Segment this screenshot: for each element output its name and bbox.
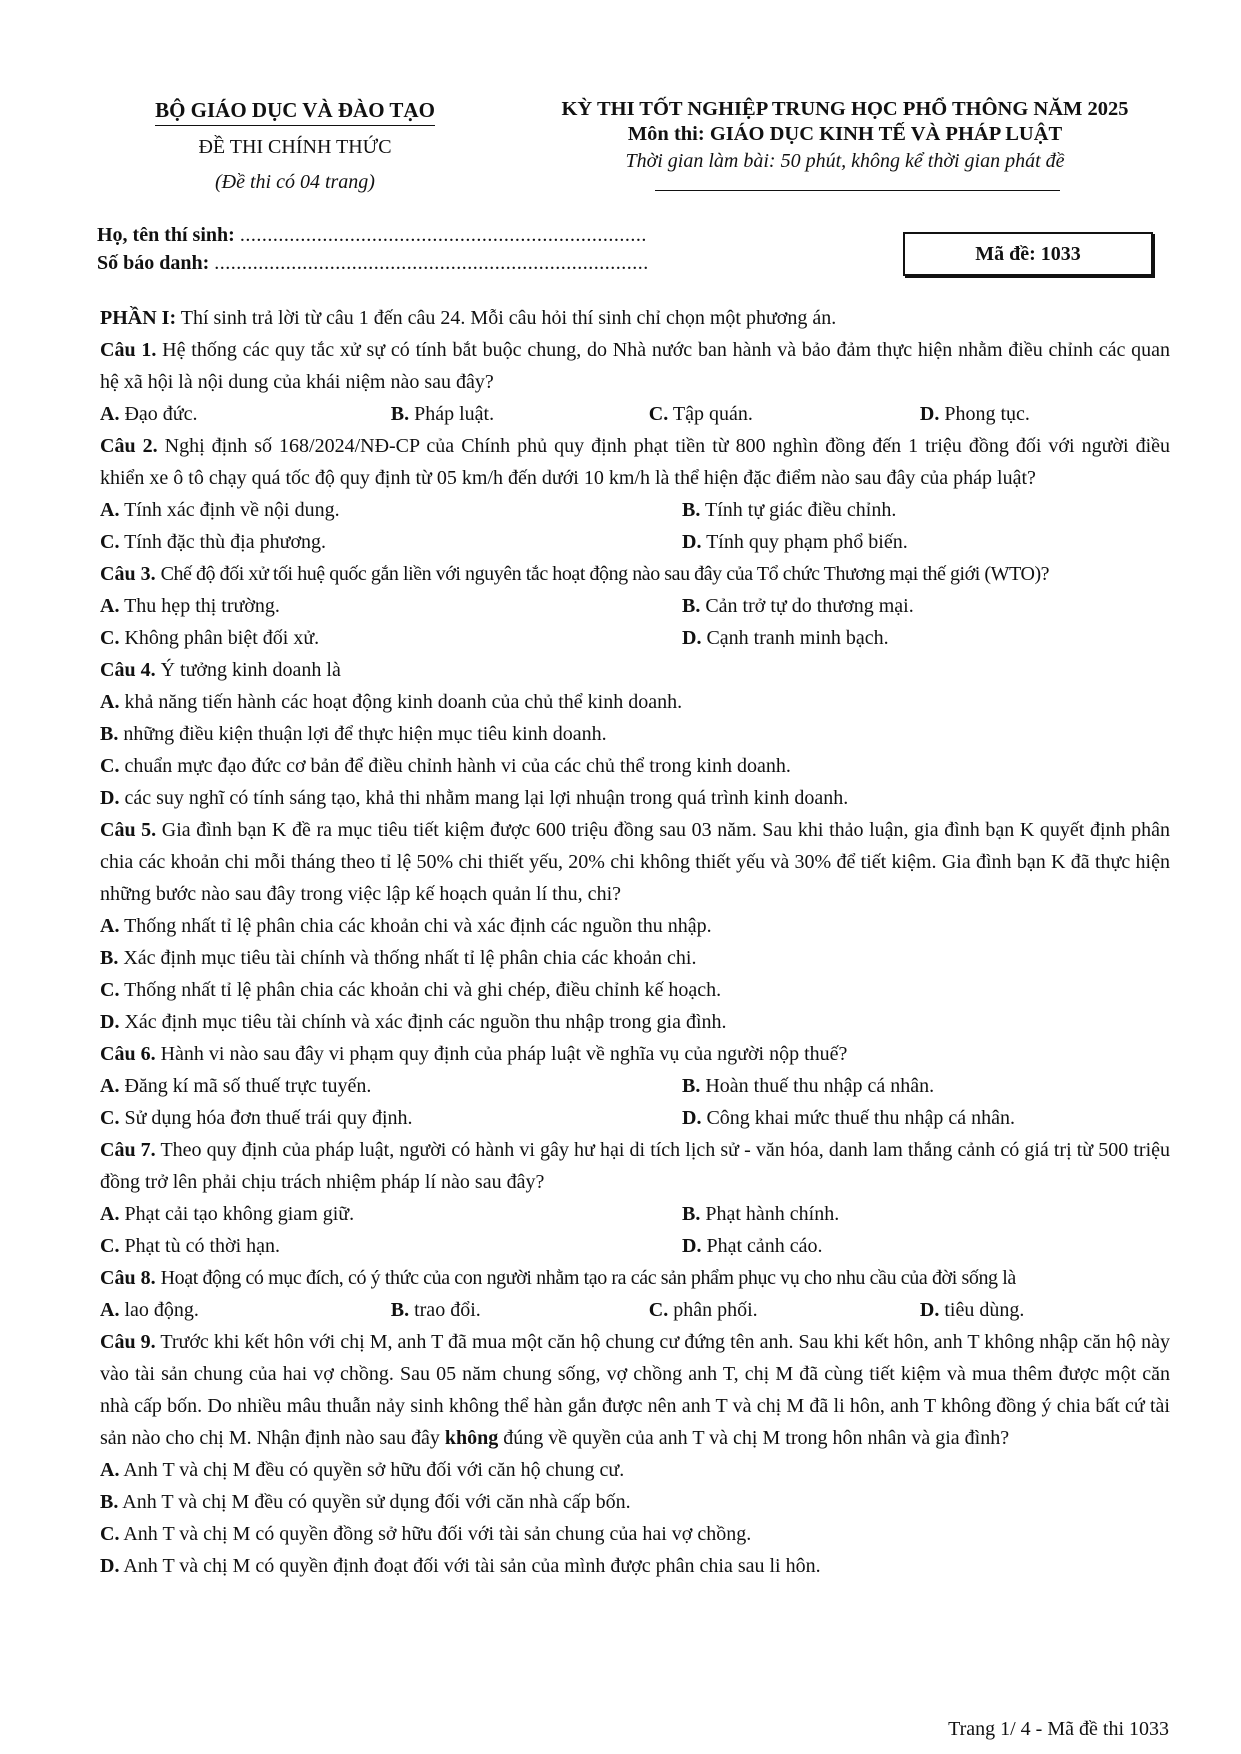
option-c: C. Sử dụng hóa đơn thuế trái quy định. (100, 1107, 413, 1129)
option-b: B. những điều kiện thuận lợi để thực hiện mục tiêu kinh doanh. (100, 723, 607, 745)
candidate-name-line (97, 224, 647, 247)
question-text: đúng về quyền của anh T và chị M trong hôn nhân và gia đình? (503, 1427, 1010, 1449)
options-row (100, 494, 1170, 526)
question-1 (100, 334, 1170, 398)
option-b: B. Phạt hành chính. (682, 1203, 840, 1225)
option-b: B. Xác định mục tiêu tài chính và thống nhất tỉ lệ phân chia các khoản chi. (100, 947, 697, 969)
question-label: Câu 9. (100, 1331, 156, 1353)
question-text: Hệ thống các quy tắc xử sự có tính bắt buộc chung, do Nhà nước ban hành và bảo đảm thực hiện nhằm điều chỉnh các quan hệ xã hội là nội dung của khái niệm nào sau đây? (100, 339, 1171, 393)
part1-instruction (100, 302, 1170, 334)
question-text: Hành vi nào sau đây vi phạm quy định của pháp luật về nghĩa vụ của người nộp thuế? (160, 1043, 848, 1065)
option-c: C. Phạt tù có thời hạn. (100, 1235, 281, 1257)
question-text: Nghị định số 168/2024/NĐ-CP của Chính phủ quy định phạt tiền từ 800 nghìn đồng đến 1 triệu đồng đối với người điều khiển xe ô tô chạy quá tốc độ quy định từ 05 km/h đến dưới 10 km/h là thể hiện đặc điểm nào sau đây của pháp luật? (100, 435, 1170, 489)
candidate-id-label: Số báo danh: (97, 252, 210, 274)
option-a: A. Anh T và chị M đều có quyền sở hữu đối với căn hộ chung cư. (100, 1459, 625, 1481)
option-d: D. các suy nghĩ có tính sáng tạo, khả thi nhằm mang lại lợi nhuận trong quá trình kinh doanh. (100, 787, 849, 809)
time-note-underline (655, 190, 1060, 191)
options-row (100, 1230, 1170, 1262)
question-text: Chế độ đối xử tối huệ quốc gắn liền với nguyên tắc hoạt động nào sau đây của Tổ chức Thương mại thế giới (WTO)? (160, 563, 1050, 585)
part1-label: PHẦN I: (100, 307, 177, 329)
option-d: D. Cạnh tranh minh bạch. (682, 627, 889, 649)
question-text: Gia đình bạn K đề ra mục tiêu tiết kiệm được 600 triệu đồng sau 03 năm. Sau khi thảo luận, gia đình bạn K quyết định phân chia các khoản chi mỗi tháng theo tỉ lệ 50% chi thiết yếu, 20% chi không thiết yếu và 30% để tiết kiệm. Gia đình bạn K đã thực hiện những bước nào sau đây trong việc lập kế hoạch quản lí thu, chi? (100, 819, 1170, 905)
option-c: C. Không phân biệt đối xử. (100, 627, 320, 649)
question-text: Ý tưởng kinh doanh là (160, 659, 341, 681)
header-left (95, 98, 495, 194)
question-label: Câu 6. (100, 1043, 156, 1065)
subject-line: Môn thi: GIÁO DỤC KINH TẾ VÀ PHÁP LUẬT (627, 123, 1063, 145)
options-row (100, 1070, 1170, 1102)
time-note: Thời gian làm bài: 50 phút, không kể thời gian phát đề (625, 150, 1065, 172)
option-d: D. Xác định mục tiêu tài chính và xác định các nguồn thu nhập trong gia đình. (100, 1011, 727, 1033)
ministry-name: BỘ GIÁO DỤC VÀ ĐÀO TẠO (155, 98, 435, 126)
option-a: A. Thống nhất tỉ lệ phân chia các khoản chi và xác định các nguồn thu nhập. (100, 915, 712, 937)
question-emphasis: không (444, 1427, 499, 1449)
question-label: Câu 1. (100, 339, 157, 361)
question-label: Câu 8. (100, 1267, 156, 1289)
question-label: Câu 3. (100, 563, 156, 585)
option-a: A. Đạo đức. (100, 403, 198, 425)
option-d: D. Công khai mức thuế thu nhập cá nhân. (682, 1107, 1015, 1129)
exam-content (100, 302, 1170, 1582)
part1-text: Thí sinh trả lời từ câu 1 đến câu 24. Mỗi câu hỏi thí sinh chỉ chọn một phương án. (180, 307, 837, 329)
official-label: ĐỀ THI CHÍNH THỨC (198, 136, 392, 158)
option-c: C. Tập quán. (648, 403, 753, 425)
option-a: A. khả năng tiến hành các hoạt động kinh doanh của chủ thể kinh doanh. (100, 691, 683, 713)
option-b: B. Cản trở tự do thương mại. (682, 595, 914, 617)
option-d: D. tiêu dùng. (919, 1299, 1025, 1321)
option-a: A. Thu hẹp thị trường. (100, 595, 280, 617)
question-label: Câu 2. (100, 435, 158, 457)
question-text: Trước khi kết hôn với chị M, anh T đã mua một căn hộ chung cư đứng tên anh. Sau khi kết hôn, anh T không nhập căn hộ này vào tài sản chung của hai vợ chồng. Sau 05 năm chung sống, vợ chồng anh T, chị M đã cùng tiết kiệm và mua thêm được một căn nhà cấp bốn. Do nhiều mâu thuẫn nảy sinh không thể hàn gắn được nên anh T và chị M đã li hôn, anh T không đồng ý chia bất cứ tài sản nào cho chị M. Nhận định nào sau đây (100, 1331, 1170, 1449)
option-a: A. Đăng kí mã số thuế trực tuyến. (100, 1075, 372, 1097)
question-text: Theo quy định của pháp luật, người có hành vi gây hư hại di tích lịch sử - văn hóa, danh lam thắng cảnh có giá trị từ 500 triệu đồng trở lên phải chịu trách nhiệm pháp lí nào sau đây? (100, 1139, 1171, 1193)
candidate-name-dots: .......................................................................... (239, 224, 647, 246)
option-b: B. Tính tự giác điều chỉnh. (682, 499, 897, 521)
question-8 (100, 1262, 1170, 1294)
option-d: D. Phong tục. (919, 403, 1030, 425)
options-row (100, 1198, 1170, 1230)
question-text: Hoạt động có mục đích, có ý thức của con người nhằm tạo ra các sản phẩm phục vụ cho nhu cầu của đời sống là (160, 1267, 1016, 1289)
option-c: C. Thống nhất tỉ lệ phân chia các khoản chi và ghi chép, điều chỉnh kế hoạch. (100, 979, 722, 1001)
option-c: C. Anh T và chị M có quyền đồng sở hữu đối với tài sản chung của hai vợ chồng. (100, 1523, 752, 1545)
question-5 (100, 814, 1170, 910)
option-a: A. Tính xác định về nội dung. (100, 499, 340, 521)
question-4 (100, 654, 1170, 686)
option-b: B. Hoàn thuế thu nhập cá nhân. (682, 1075, 935, 1097)
candidate-name-label: Họ, tên thí sinh: (97, 224, 235, 246)
options-row (100, 1102, 1170, 1134)
question-7 (100, 1134, 1170, 1198)
question-label: Câu 5. (100, 819, 157, 841)
question-label: Câu 7. (100, 1139, 156, 1161)
option-d: D. Anh T và chị M có quyền định đoạt đối với tài sản của mình được phân chia sau li hôn. (100, 1555, 821, 1577)
exam-code-box: Mã đề: 1033 (903, 232, 1153, 276)
option-d: D. Tính quy phạm phổ biến. (682, 531, 908, 553)
option-b: B. Pháp luật. (390, 403, 495, 425)
option-b: B. Anh T và chị M đều có quyền sử dụng đối với căn nhà cấp bốn. (100, 1491, 631, 1513)
options-row (100, 622, 1170, 654)
option-a: A. lao động. (100, 1299, 199, 1321)
question-9 (100, 1326, 1170, 1454)
candidate-id-dots: ............................................................................... (214, 252, 649, 274)
option-d: D. Phạt cảnh cáo. (682, 1235, 823, 1257)
question-2 (100, 430, 1170, 494)
options-row (100, 526, 1170, 558)
options-row (100, 398, 1170, 430)
options-row (100, 590, 1170, 622)
exam-title: KỲ THI TỐT NGHIỆP TRUNG HỌC PHỔ THÔNG NĂM 2025 (561, 98, 1129, 120)
header-right (505, 98, 1185, 173)
option-a: A. Phạt cải tạo không giam giữ. (100, 1203, 355, 1225)
question-label: Câu 4. (100, 659, 156, 681)
page-footer: Trang 1/ 4 - Mã đề thi 1033 (948, 1718, 1169, 1740)
question-3 (100, 558, 1170, 590)
option-c: C. Tính đặc thù địa phương. (100, 531, 327, 553)
options-row (100, 1294, 1170, 1326)
option-c: C. chuẩn mực đạo đức cơ bản để điều chỉnh hành vi của các chủ thể trong kinh doanh. (100, 755, 791, 777)
option-c: C. phân phối. (648, 1299, 758, 1321)
question-6 (100, 1038, 1170, 1070)
option-b: B. trao đổi. (390, 1299, 481, 1321)
candidate-id-line (97, 252, 649, 275)
pages-note: (Đề thi có 04 trang) (215, 171, 375, 193)
